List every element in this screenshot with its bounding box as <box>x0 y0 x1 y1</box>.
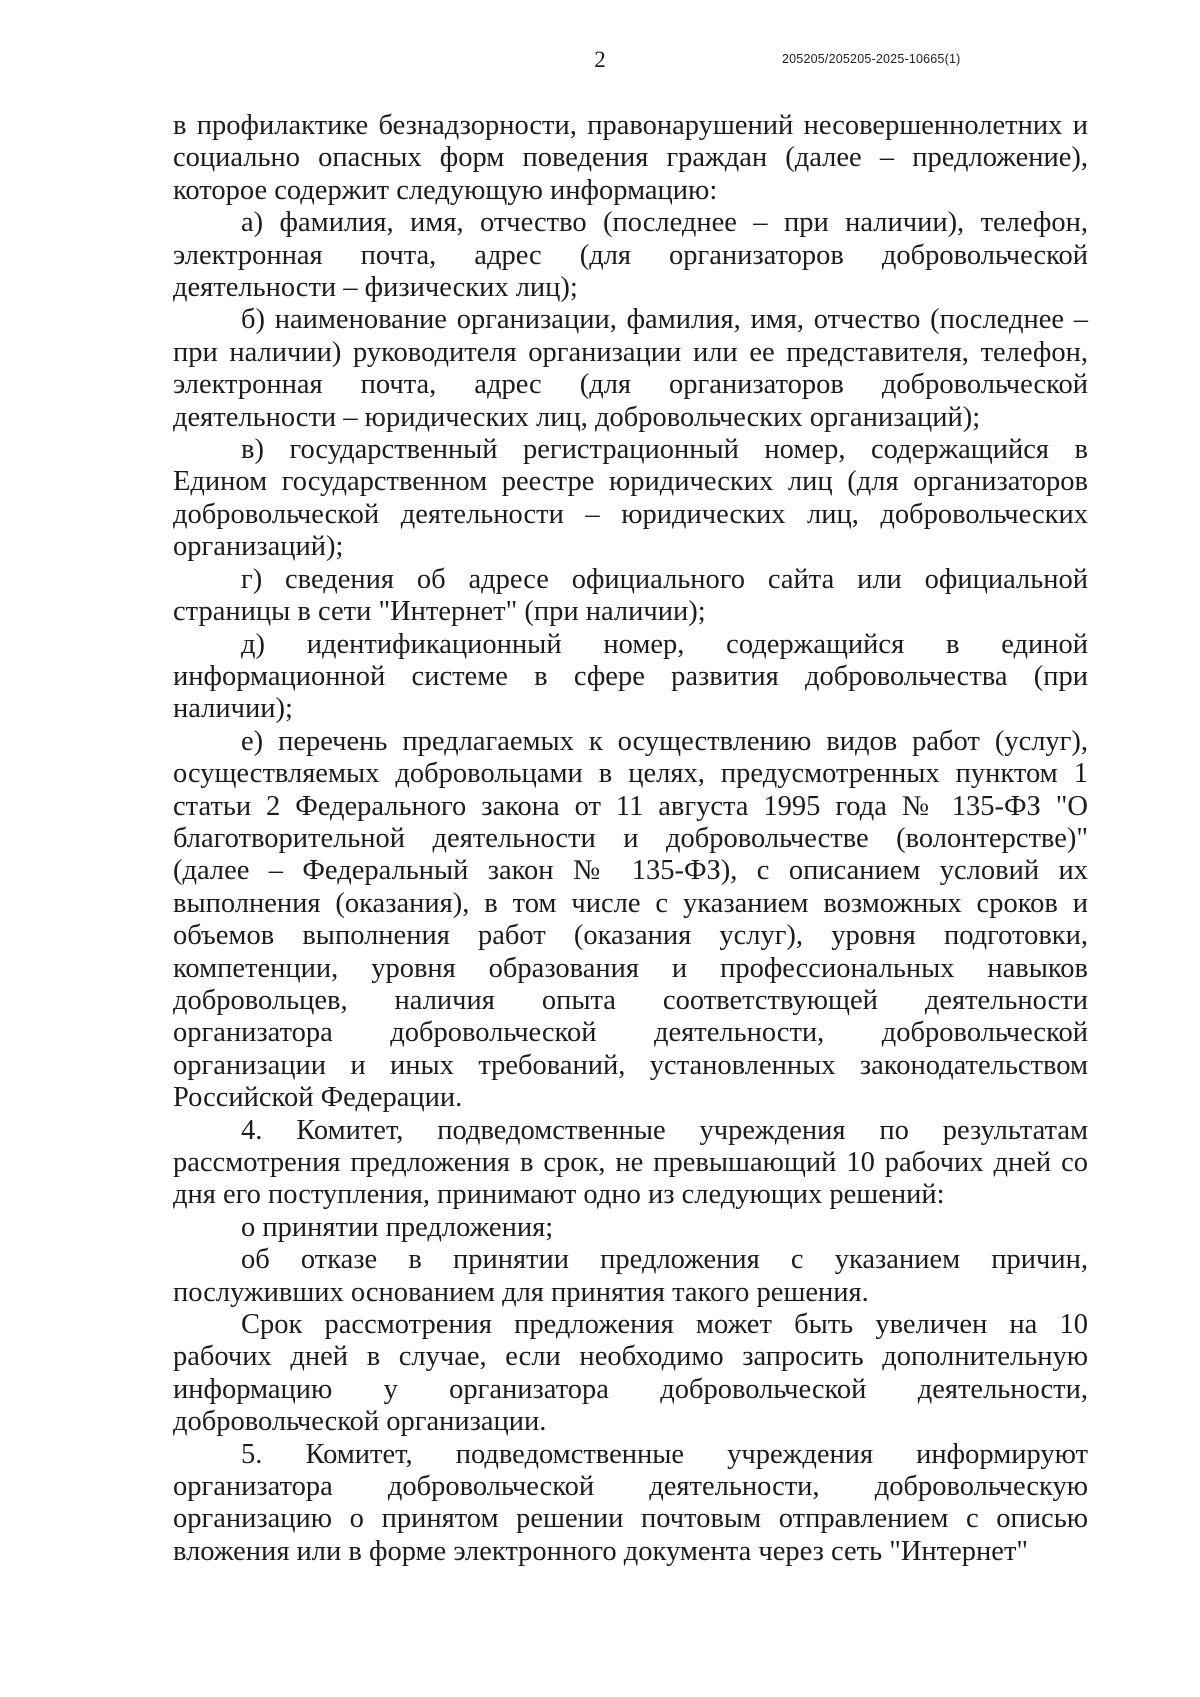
paragraph-decision-accept: о принятии предложения; <box>241 1211 554 1243</box>
document-body <box>173 110 1088 1568</box>
paragraph-clause-5: 5. Комитет, подведомственные учреждения информируют организатора добровольческой деятельности, добровольческую организацию о принятом решении почтовым отправлением с описью вложения или в форме электронного документа через сеть "Интернет" <box>173 1438 1088 1567</box>
paragraph-item-b: б) наименование организации, фамилия, имя, отчество (последнее – при наличии) руководителя организации или ее представителя, телефон, электронная почта, адрес (для организаторов добровольческой деятельности – юридических лиц, добровольческих организаций); <box>173 304 1088 433</box>
document-id: 205205/205205-2025-10665(1) <box>782 52 961 66</box>
paragraph-decision-reject: об отказе в принятии предложения с указанием причин, послуживших основанием для принятия такого решения. <box>173 1244 1088 1308</box>
paragraph-item-v: в) государственный регистрационный номер, содержащийся в Едином государственном реестре юридических лиц (для организаторов добровольческой деятельности – юридических лиц, добровольческих организаций); <box>173 434 1088 563</box>
paragraph-item-e: е) перечень предлагаемых к осуществлению видов работ (услуг), осуществляемых добровольцами в целях, предусмотренных пунктом 1 статьи 2 Федерального закона от 11 августа 1995 года № 135-ФЗ "О благотворительной деятельности и добровольчестве (волонтерстве)" (далее – Федеральный закон № 135-ФЗ), с описанием условий их выполнения (оказания), в том числе с указанием возможных сроков и объемов выполнения работ (оказания услуг), уровня подготовки, компетенции, уровня образования и профессиональных навыков добровольцев, наличия опыта соответствующей деятельности организатора добровольческой деятельности, добровольческой организации и иных требований, установленных законодательством Российской Федерации. <box>173 725 1088 1114</box>
paragraph-item-a: а) фамилия, имя, отчество (последнее – при наличии), телефон, электронная почта, адрес (для организаторов добровольческой деятельности – физических лиц); <box>173 207 1088 304</box>
paragraph-clause-4: 4. Комитет, подведомственные учреждения по результатам рассмотрения предложения в срок, не превышающий 10 рабочих дней со дня его поступления, принимают одно из следующих решений: <box>173 1114 1088 1211</box>
page-number: 2 <box>594 47 606 72</box>
paragraph-item-g: г) сведения об адресе официального сайта или официальной страницы в сети "Интернет" (при наличии); <box>173 563 1088 628</box>
paragraph-item-d: д) идентификационный номер, содержащийся в единой информационной системе в сфере развития добровольчества (при наличии); <box>173 628 1088 725</box>
paragraph-review-extension: Срок рассмотрения предложения может быть увеличен на 10 рабочих дней в случае, если необходимо запросить дополнительную информацию у организатора добровольческой деятельности, добровольческой организации. <box>173 1309 1088 1438</box>
paragraph-intro-continuation: в профилактике безнадзорности, правонарушений несовершеннолетних и социально опасных форм поведения граждан (далее – предложение), которое содержит следующую информацию: <box>173 110 1088 206</box>
